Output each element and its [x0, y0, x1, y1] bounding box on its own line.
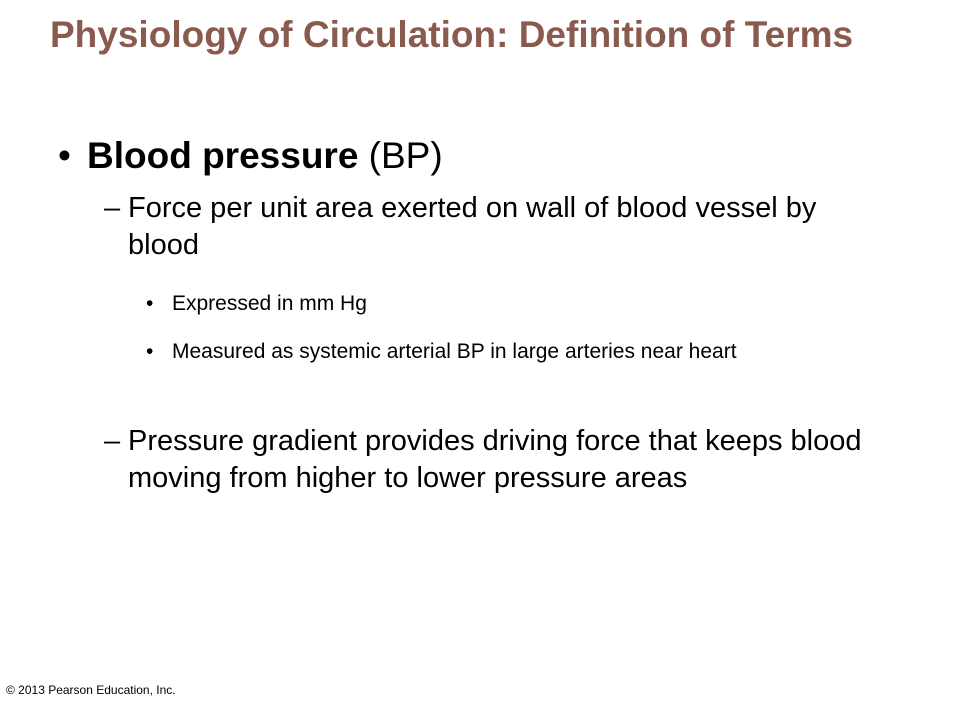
copyright-notice: © 2013 Pearson Education, Inc.: [6, 683, 176, 697]
sub-sub-bullet-measurement: [146, 338, 886, 366]
slide-title: Physiology of Circulation: Definition of Terms: [50, 14, 854, 55]
bullet-marker: •: [146, 340, 154, 363]
bullet-marker: •: [146, 292, 154, 315]
sub-sub-bullet-units: [146, 290, 886, 318]
sub-bullet-text: Pressure gradient provides driving force that keeps blood moving from higher to lower pressure areas: [128, 425, 862, 494]
dash-marker: –: [104, 425, 121, 457]
bullet-marker: •: [58, 135, 71, 176]
dash-marker: –: [104, 192, 121, 224]
sub-bullet-text: Force per unit area exerted on wall of blood vessel by blood: [128, 192, 817, 261]
term-blood-pressure: Blood pressure: [87, 135, 359, 176]
sub-bullet-force-definition: [104, 190, 874, 264]
sub-sub-bullet-text: Measured as systemic arterial BP in large arteries near heart: [172, 340, 737, 363]
term-abbreviation: (BP): [358, 135, 443, 176]
sub-sub-bullet-text: Expressed in mm Hg: [172, 292, 367, 315]
bullet-text: [87, 133, 443, 179]
sub-bullet-pressure-gradient: [104, 423, 874, 497]
